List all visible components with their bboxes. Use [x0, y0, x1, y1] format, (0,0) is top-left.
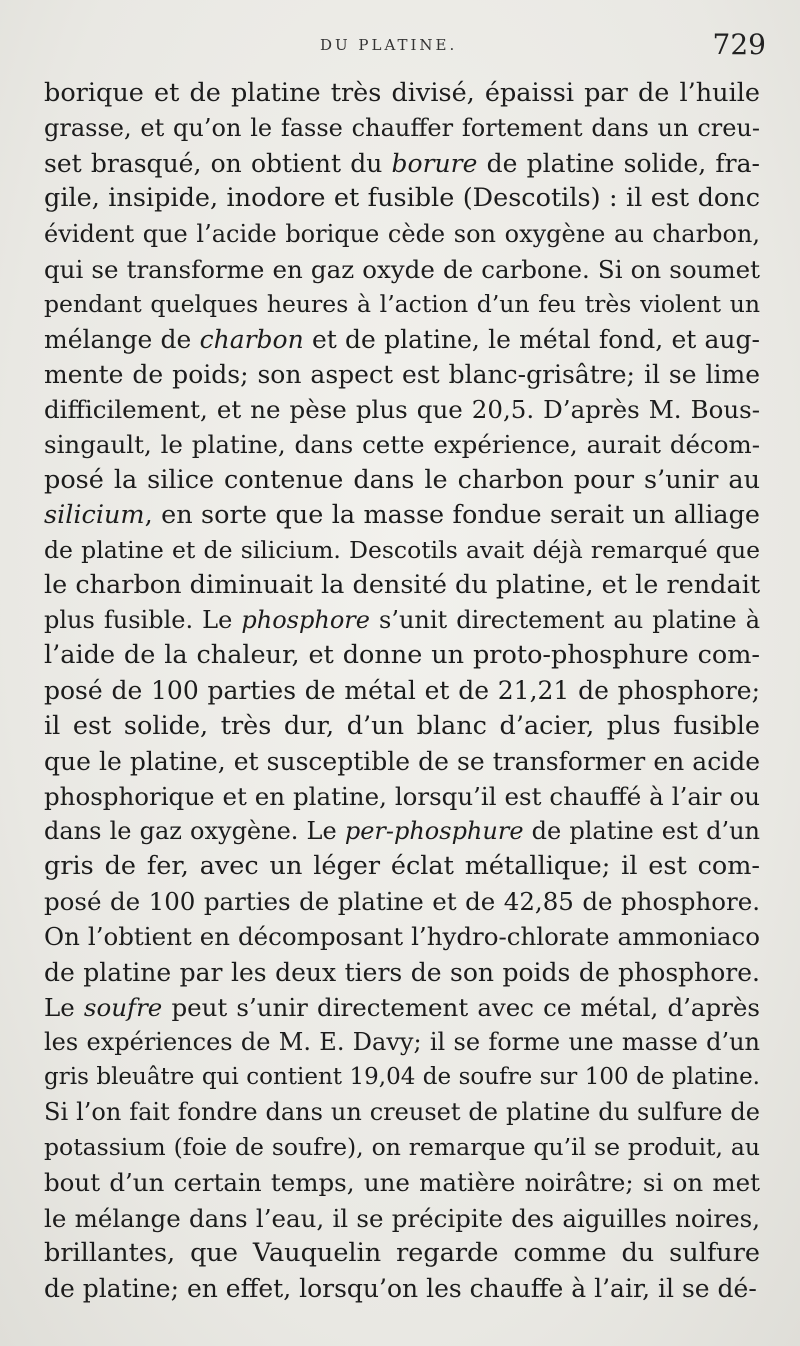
- text-segment: de platine; en effet, lorsqu’on les chauffe à l’air, il se dé-: [44, 1273, 757, 1303]
- text-segment: mélange de: [44, 324, 200, 354]
- text-line: [44, 1060, 760, 1095]
- text-segment: grasse, et qu’on le fasse chauffer fortement dans un creu-: [44, 114, 760, 143]
- text-segment: de platine par les deux tiers de son poids de phosphore.: [44, 957, 760, 987]
- text-segment: borique et de platine très divisé, épaissi par de l’huile: [44, 78, 760, 108]
- text-segment: de platine et de silicium. Descotils avait déjà remarqué que: [44, 535, 760, 564]
- running-title: DU PLATINE.: [320, 36, 458, 54]
- italic-term: phosphore: [241, 606, 370, 635]
- text-segment: posé de 100 parties de platine et de 42,85 de phosphore.: [44, 887, 760, 917]
- text-line: [44, 111, 760, 146]
- text-line: [44, 146, 760, 181]
- text-line: [44, 427, 760, 462]
- text-segment: On l’obtient en décomposant l’hydro-chlorate ammoniaco: [44, 922, 760, 952]
- text-line: [44, 322, 760, 357]
- text-segment: l’aide de la chaleur, et donne un proto-phosphure com-: [44, 640, 760, 671]
- text-segment: posé de 100 parties de métal et de 21,21 de phosphore;: [44, 676, 760, 706]
- text-line: [44, 217, 760, 252]
- text-line: [44, 1025, 760, 1060]
- text-segment: Si l’on fait fondre dans un creuset de platine du sulfure de: [44, 1098, 760, 1127]
- text-line: [44, 357, 760, 392]
- text-segment: de platine solide, fra-: [477, 149, 760, 179]
- text-line: [44, 181, 760, 216]
- text-segment: set brasqué, on obtient du: [44, 149, 392, 179]
- text-line: [44, 955, 760, 990]
- text-segment: il est solide, très dur, d’un blanc d’acier, plus fusible: [44, 710, 760, 741]
- text-segment: le charbon diminuait la densité du platine, et le rendait: [44, 569, 761, 600]
- text-line: [44, 392, 760, 427]
- text-line: [44, 1165, 760, 1200]
- text-line: [44, 709, 760, 744]
- text-line: [44, 287, 760, 322]
- text-line: [44, 76, 760, 111]
- text-line: [44, 638, 760, 673]
- text-line: [44, 779, 760, 814]
- text-segment: , en sorte que la masse fondue serait un alliage: [144, 499, 760, 530]
- text-line: [44, 814, 760, 849]
- text-segment: phosphorique et en platine, lorsqu’il est chauffé à l’air ou: [44, 781, 760, 811]
- text-segment: brillantes, que Vauquelin regarde comme du sulfure: [44, 1237, 760, 1268]
- text-line: [44, 252, 760, 287]
- page-number: 729: [712, 28, 766, 61]
- text-segment: Le: [44, 992, 84, 1022]
- text-line: [44, 463, 760, 498]
- text-segment: les expériences de M. E. Davy; il se forme une masse d’un: [44, 1027, 760, 1056]
- text-line: [44, 533, 760, 568]
- italic-term: per-phosphure: [344, 816, 524, 845]
- text-segment: de platine est d’un: [523, 816, 760, 845]
- body-text: [44, 76, 760, 1306]
- text-line: [44, 1130, 760, 1165]
- text-line: [44, 498, 760, 533]
- italic-term: silicium: [44, 499, 145, 530]
- text-line: [44, 919, 760, 954]
- text-segment: dans le gaz oxygène. Le: [44, 816, 345, 845]
- text-line: [44, 744, 760, 779]
- text-segment: et de platine, le métal fond, et aug-: [303, 324, 760, 354]
- text-line: [44, 1095, 760, 1130]
- text-segment: difficilement, et ne pèse plus que 20,5. D’après M. Bous-: [44, 395, 760, 425]
- text-segment: potassium (foie de soufre), on remarque qu’il se produit, au: [44, 1133, 760, 1162]
- text-line: [44, 1236, 760, 1271]
- text-segment: gile, insipide, inodore et fusible (Descotils) : il est donc: [44, 183, 760, 214]
- italic-term: charbon: [199, 324, 304, 354]
- text-segment: gris de fer, avec un léger éclat métallique; il est com-: [44, 851, 760, 882]
- text-segment: évident que l’acide borique cède son oxygène au charbon,: [44, 219, 760, 248]
- text-segment: singault, le platine, dans cette expérience, aurait décom-: [44, 430, 760, 460]
- text-segment: mente de poids; son aspect est blanc-grisâtre; il se lime: [44, 360, 760, 390]
- text-segment: s’unit directement au platine à: [369, 606, 760, 635]
- text-line: [44, 1271, 760, 1306]
- text-line: [44, 568, 760, 603]
- text-segment: qui se transforme en gaz oxyde de carbone. Si on soumet: [44, 254, 760, 284]
- italic-term: soufre: [83, 992, 163, 1022]
- text-segment: peut s’unir directement avec ce métal, d’après: [162, 992, 760, 1022]
- text-line: [44, 990, 760, 1025]
- italic-term: borure: [391, 149, 478, 179]
- text-segment: plus fusible. Le: [44, 606, 242, 635]
- text-segment: le mélange dans l’eau, il se précipite des aiguilles noires,: [44, 1203, 760, 1233]
- text-line: [44, 849, 760, 884]
- text-line: [44, 884, 760, 919]
- text-line: [44, 673, 760, 708]
- text-segment: gris bleuâtre qui contient 19,04 de soufre sur 100 de platine.: [44, 1063, 760, 1090]
- text-segment: bout d’un certain temps, une matière noirâtre; si on met: [44, 1168, 760, 1198]
- text-segment: posé la silice contenue dans le charbon pour s’unir au: [44, 464, 760, 495]
- text-segment: pendant quelques heures à l’action d’un feu très violent un: [44, 289, 760, 318]
- text-line: [44, 603, 760, 638]
- text-line: [44, 1201, 760, 1236]
- text-segment: que le platine, et susceptible de se transformer en acide: [44, 746, 760, 776]
